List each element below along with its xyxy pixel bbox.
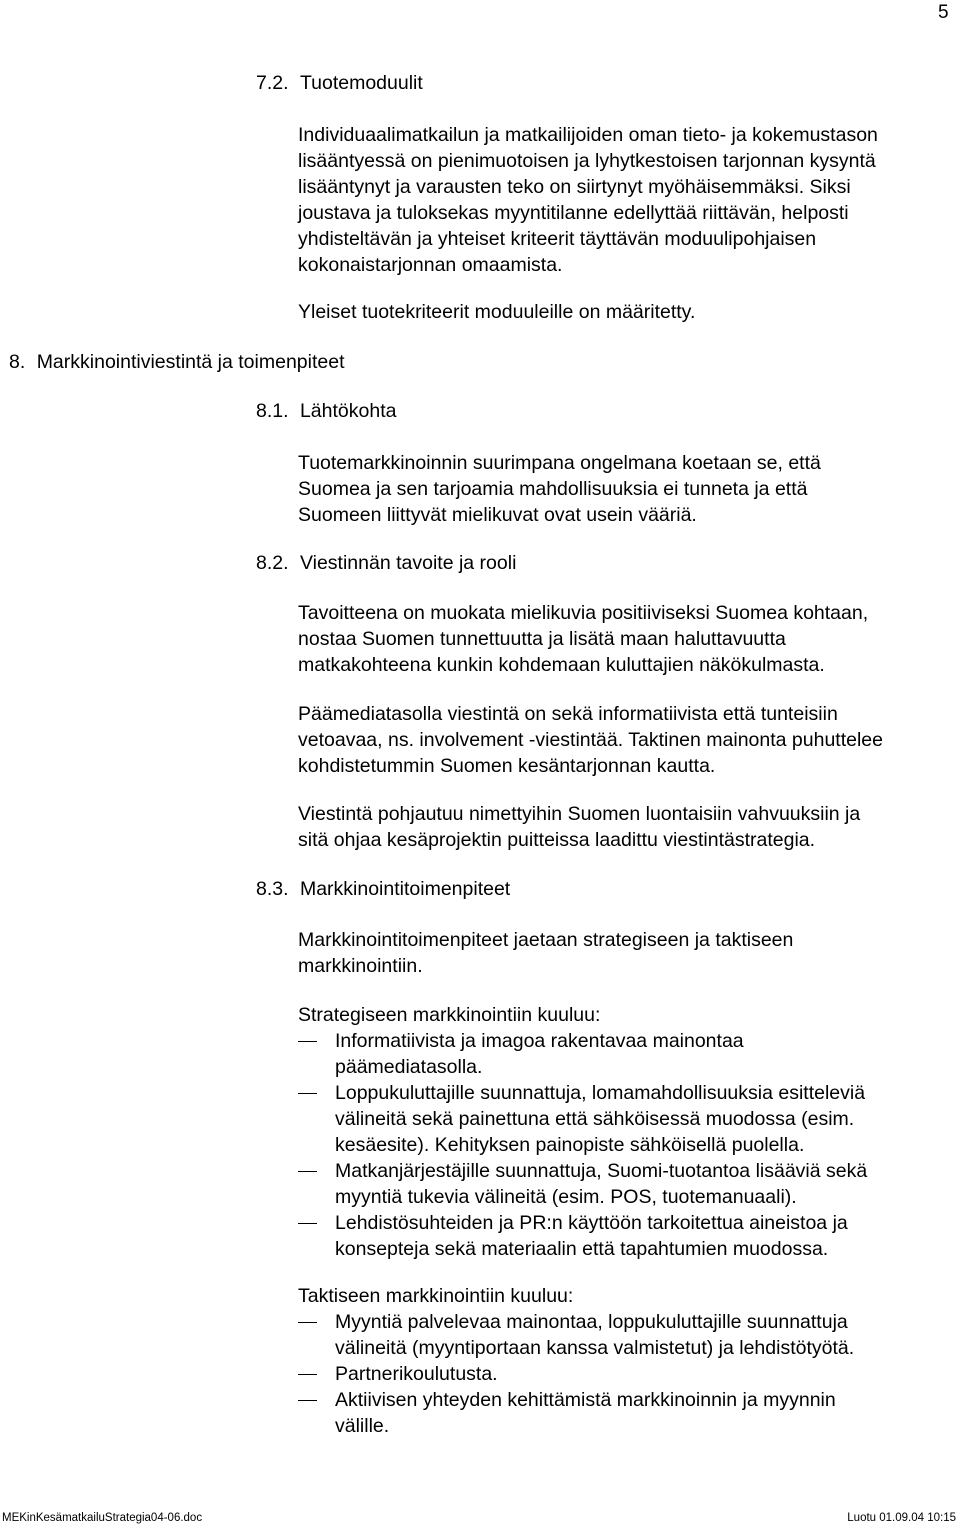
text-line: konsepteja sekä materiaalin että tapahtumien muodossa. [335, 1238, 829, 1260]
section-title: Lähtökohta [299, 400, 397, 422]
section-8-3-intro [298, 927, 948, 979]
section-8-2-paragraph-2 [298, 701, 948, 779]
dash-bullet-icon [298, 1171, 317, 1172]
text-line: Informatiivista ja imagoa rakentavaa mainontaa [335, 1030, 744, 1052]
text-line: matkakohteena kunkin kohdemaan kuluttajien näkökulmasta. [298, 654, 825, 676]
text-line: Myyntiä palvelevaa mainontaa, loppukuluttajille suunnattuja [335, 1311, 848, 1333]
list-item [298, 1028, 867, 1080]
strategic-list [298, 1028, 867, 1262]
section-8-2-heading [256, 550, 516, 576]
text-line: Individuaalimatkailun ja matkailijoiden oman tieto- ja kokemustason [298, 124, 878, 146]
section-7-2-paragraph-1 [298, 122, 948, 278]
text-line: lisääntyessä on pienimuotoisen ja lyhytkestoisen tarjonnan kysyntä [298, 150, 876, 172]
text-line: kesäesite). Kehityksen painopiste sähköisellä puolella. [335, 1134, 805, 1156]
section-8-1-paragraph [298, 450, 948, 528]
text-line: Suomea ja sen tarjoamia mahdollisuuksia ei tunneta ja että [298, 478, 808, 500]
section-8-2-paragraph-1 [298, 600, 948, 678]
text-line: Matkanjärjestäjille suunnattuja, Suomi-tuotantoa lisääviä sekä [335, 1160, 868, 1182]
dash-bullet-icon [298, 1400, 317, 1401]
text-line: Partnerikoulutusta. [335, 1363, 498, 1385]
tactical-list [298, 1309, 854, 1439]
text-line: sitä ohjaa kesäprojektin puitteissa laadittu viestintästrategia. [298, 829, 816, 851]
section-title: Markkinointiviestintä ja toimenpiteet [36, 351, 345, 373]
section-title: Markkinointitoimenpiteet [299, 878, 511, 900]
strategic-heading [298, 1002, 948, 1028]
list-item [298, 1158, 867, 1210]
text-line: Markkinointitoimenpiteet jaetaan strategiseen ja taktiseen [298, 929, 794, 951]
text-line: yhdisteltävän ja yhteiset kriteerit täyttävän moduulipohjaisen [298, 228, 817, 250]
text-line: joustava ja tuloksekas myyntitilanne edellyttää riittävän, helposti [298, 202, 849, 224]
text-line: välineitä sekä painettuna että sähköisessä muodossa (esim. [335, 1108, 855, 1130]
section-8-heading [9, 349, 345, 375]
text-line: kokonaistarjonnan omaamista. [298, 254, 563, 276]
section-number: 8.2. [256, 552, 289, 574]
text-line: Aktiivisen yhteyden kehittämistä markkinoinnin ja myynnin [335, 1389, 836, 1411]
text-line: Loppukuluttajille suunnattuja, lomamahdollisuuksia esitteleviä [335, 1082, 866, 1104]
section-number: 8.3. [256, 878, 289, 900]
section-8-2-paragraph-3 [298, 801, 948, 853]
section-7-2-heading [256, 70, 423, 96]
text-line: kohdistetummin Suomen kesäntarjonnan kautta. [298, 755, 716, 777]
dash-bullet-icon [298, 1374, 317, 1375]
dash-bullet-icon [298, 1322, 317, 1323]
footer-created: Luotu 01.09.04 10:15 [847, 1512, 956, 1524]
text-line: Strategiseen markkinointiin kuuluu: [298, 1004, 601, 1026]
section-number: 8.1. [256, 400, 289, 422]
section-title: Tuotemoduulit [299, 72, 423, 94]
text-line: Taktiseen markkinointiin kuuluu: [298, 1285, 574, 1307]
text-line: välineitä (myyntiportaan kanssa valmistetut) ja lehdistötyötä. [335, 1337, 855, 1359]
text-line: päämediatasolla. [335, 1056, 483, 1078]
section-number: 8. [9, 351, 26, 373]
dash-bullet-icon [298, 1223, 317, 1224]
list-item [298, 1387, 854, 1439]
text-line: Yleiset tuotekriteerit moduuleille on määritetty. [298, 301, 696, 323]
dash-bullet-icon [298, 1041, 317, 1042]
text-line: Suomeen liittyvät mielikuvat ovat usein vääriä. [298, 504, 697, 526]
text-line: välille. [335, 1415, 390, 1437]
text-line: vetoavaa, ns. involvement -viestintää. Taktinen mainonta puhuttelee [298, 729, 883, 751]
text-line: myyntiä tukevia välineitä (esim. POS, tuotemanuaali). [335, 1186, 797, 1208]
list-item [298, 1210, 867, 1262]
text-line: lisääntynyt ja varausten teko on siirtynyt myöhäisemmäksi. Siksi [298, 176, 851, 198]
text-line: Lehdistösuhteiden ja PR:n käyttöön tarkoitettua aineistoa ja [335, 1212, 848, 1234]
text-line: Päämediatasolla viestintä on sekä informatiivista että tunteisiin [298, 703, 838, 725]
section-7-2-paragraph-2 [298, 299, 948, 325]
text-line: nostaa Suomen tunnettuutta ja lisätä maan haluttavuutta [298, 628, 786, 650]
dash-bullet-icon [298, 1093, 317, 1094]
tactical-heading [298, 1283, 948, 1309]
list-item [298, 1080, 867, 1158]
page-number: 5 [938, 2, 949, 23]
section-8-3-heading [256, 876, 510, 902]
footer-filename: MEKinKesämatkailuStrategia04-06.doc [2, 1512, 203, 1524]
section-8-1-heading [256, 398, 396, 424]
list-item [298, 1309, 854, 1361]
list-item [298, 1361, 854, 1387]
section-number: 7.2. [256, 72, 289, 94]
text-line: markkinointiin. [298, 955, 423, 977]
text-line: Tavoitteena on muokata mielikuvia positiiviseksi Suomea kohtaan, [298, 602, 869, 624]
section-title: Viestinnän tavoite ja rooli [299, 552, 517, 574]
text-line: Tuotemarkkinoinnin suurimpana ongelmana koetaan se, että [298, 452, 821, 474]
text-line: Viestintä pohjautuu nimettyihin Suomen luontaisiin vahvuuksiin ja [298, 803, 861, 825]
